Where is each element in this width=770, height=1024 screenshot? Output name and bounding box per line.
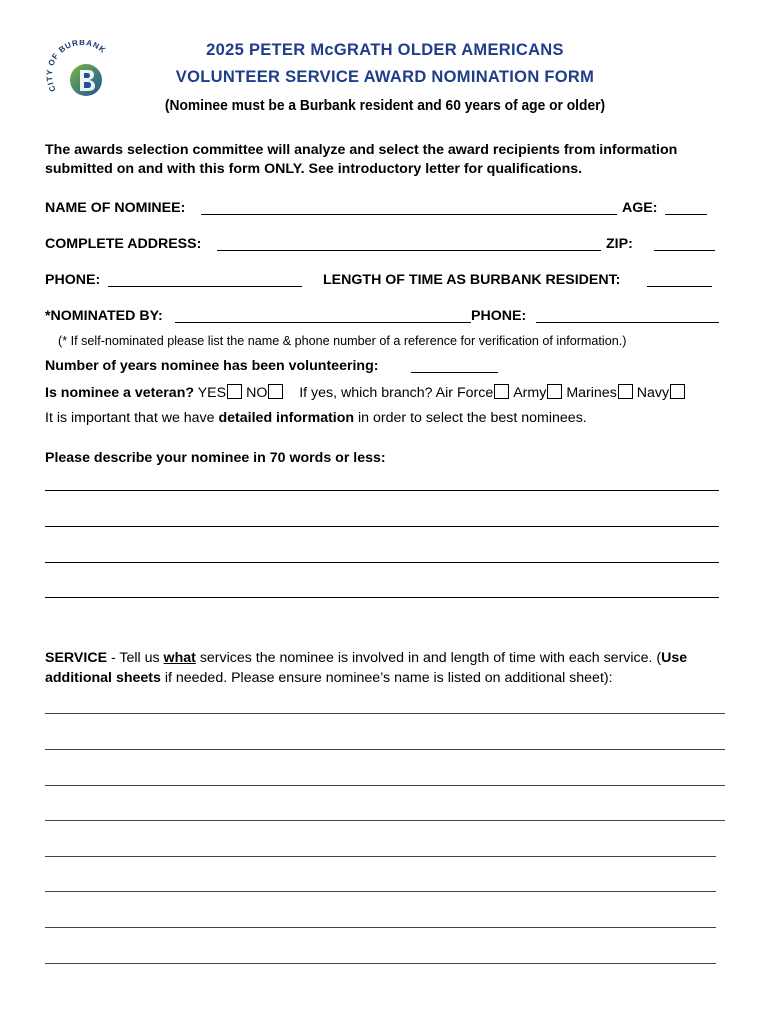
service-heading: SERVICE [45, 650, 108, 666]
branch-marines-checkbox[interactable] [618, 384, 633, 399]
service-line-8[interactable] [45, 963, 716, 964]
self-nominated-note: (* If self-nominated please list the name & phone number of a reference for verification of information.) [58, 334, 627, 348]
service-line-3[interactable] [45, 785, 725, 786]
veteran-no-checkbox[interactable] [268, 384, 283, 399]
form-title-line1: 2025 PETER McGRATH OLDER AMERICANS [206, 41, 564, 59]
form-title-line2: VOLUNTEER SERVICE AWARD NOMINATION FORM [175, 68, 595, 86]
address-field[interactable] [217, 250, 601, 251]
describe-line-2[interactable] [45, 526, 719, 527]
residency-field[interactable] [647, 286, 712, 287]
veteran-label: Is nominee a veteran? [45, 385, 195, 401]
veteran-no-label: NO [246, 385, 268, 401]
service-line-5[interactable] [45, 856, 716, 857]
nominated-by-field[interactable] [175, 322, 471, 323]
age-label: AGE: [622, 200, 658, 216]
service-use-sheets: Use additional sheets [45, 650, 688, 686]
describe-line-1[interactable] [45, 490, 719, 491]
describe-line-3[interactable] [45, 562, 719, 563]
branch-air-force-label: Air Force [435, 385, 494, 401]
branch-air-force-checkbox[interactable] [494, 384, 509, 399]
service-line-6[interactable] [45, 891, 716, 892]
svg-text:CITY OF BURBANK: CITY OF BURBANK [44, 40, 108, 94]
zip-label: ZIP: [606, 236, 633, 252]
service-line-2[interactable] [45, 749, 725, 750]
detail-bold: detailed information [218, 410, 355, 426]
describe-line-4[interactable] [45, 597, 719, 598]
nominator-phone-label: PHONE: [471, 308, 527, 324]
service-text-2: services the nominee is involved in and length of time with each service. ( [195, 650, 662, 666]
branch-army-checkbox[interactable] [547, 384, 562, 399]
intro-paragraph: The awards selection committee will analyze and select the award recipients from information submitted on and with this form ONLY. See introductory letter for qualifications. [45, 142, 678, 177]
service-line-1[interactable] [45, 713, 725, 714]
age-field[interactable] [665, 214, 707, 215]
veteran-row [45, 384, 689, 401]
volunteer-years-label: Number of years nominee has been volunteering: [45, 358, 379, 374]
detail-suffix: in order to select the best nominees. [354, 410, 587, 426]
address-label: COMPLETE ADDRESS: [45, 236, 202, 252]
eligibility-subtitle: (Nominee must be a Burbank resident and 60 years of age or older) [164, 97, 606, 114]
residency-label: LENGTH OF TIME AS BURBANK RESIDENT: [323, 272, 621, 288]
service-text-3: if needed. Please ensure nominee’s name is listed on additional sheet): [160, 670, 613, 686]
zip-field[interactable] [654, 250, 715, 251]
service-what: what [163, 650, 196, 666]
detail-prefix: It is important that we have [45, 410, 219, 426]
service-instructions [45, 648, 735, 688]
nominator-phone-field[interactable] [536, 322, 719, 323]
branch-army-label: Army [513, 385, 547, 401]
service-text-1: - Tell us [107, 650, 164, 666]
branch-marines-label: Marines [566, 385, 617, 401]
phone-field[interactable] [108, 286, 302, 287]
name-label: NAME OF NOMINEE: [45, 200, 186, 216]
veteran-yes-label: YES [197, 385, 227, 401]
branch-question: If yes, which branch? [299, 385, 433, 401]
service-line-7[interactable] [45, 927, 716, 928]
name-field[interactable] [201, 214, 617, 215]
phone-label: PHONE: [45, 272, 101, 288]
volunteer-years-field[interactable] [411, 372, 498, 373]
detail-sentence [45, 410, 587, 426]
service-line-4[interactable] [45, 820, 725, 821]
describe-label: Please describe your nominee in 70 words or less: [45, 450, 386, 466]
nominated-by-label: *NOMINATED BY: [45, 308, 163, 324]
branch-navy-label: Navy [636, 385, 670, 401]
veteran-yes-checkbox[interactable] [227, 384, 242, 399]
branch-navy-checkbox[interactable] [670, 384, 685, 399]
